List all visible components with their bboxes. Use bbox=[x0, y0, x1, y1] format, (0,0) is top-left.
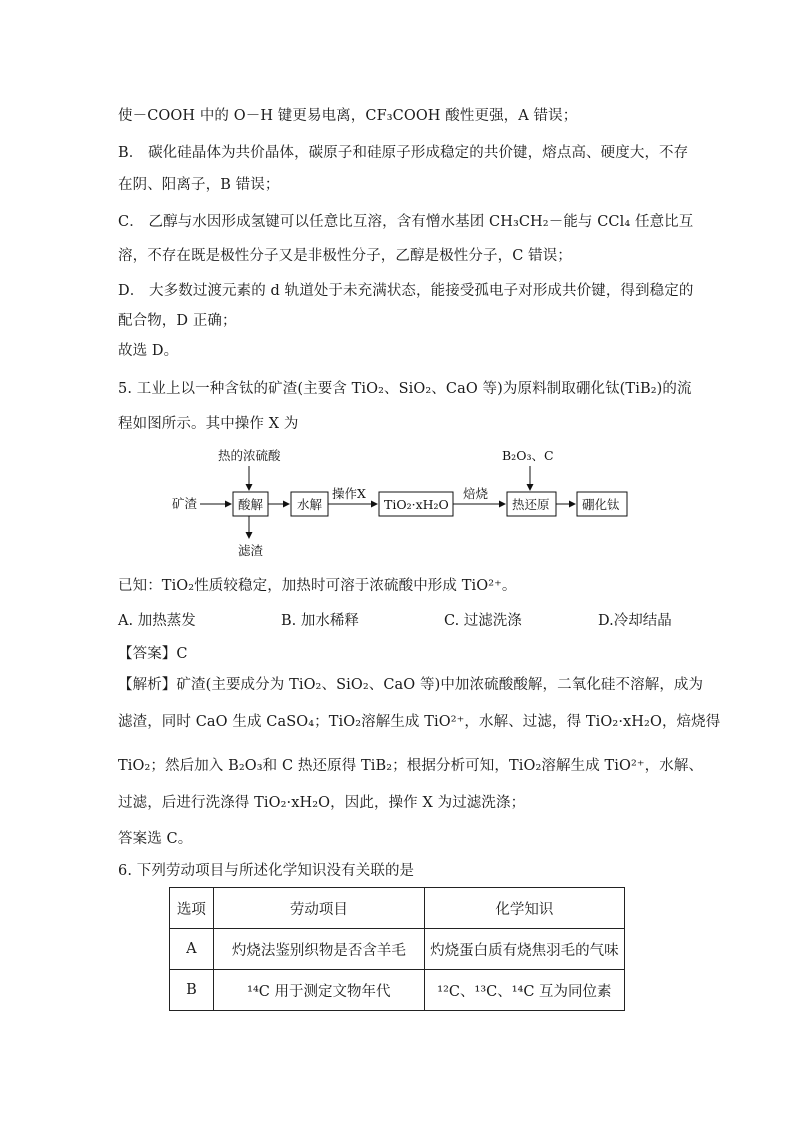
text-line: B． 碳化硅晶体为共价晶体，碳原子和硅原子形成稳定的共价键，熔点高、硬度大，不存 bbox=[118, 145, 689, 161]
text-line: 溶，不存在既是极性分子又是非极性分子，乙醇是极性分子，C 错误； bbox=[118, 248, 572, 264]
table-cell: ¹⁴C 用于测定文物年代 bbox=[213, 970, 424, 1011]
answer-label: 【答案】C bbox=[118, 646, 188, 662]
given-info: 已知：TiO₂性质较稳定，加热时可溶于浓硫酸中形成 TiO²⁺。 bbox=[118, 578, 517, 594]
table-cell: A bbox=[170, 929, 214, 970]
text-line: 故选 D。 bbox=[118, 343, 179, 359]
table-cell: B bbox=[170, 970, 214, 1011]
analysis-text: 滤渣，同时 CaO 生成 CaSO₄；TiO₂溶解生成 TiO²⁺，水解、过滤，得 TiO₂·xH₂O，焙烧得 bbox=[118, 714, 721, 730]
flow-label-ore: 矿渣 bbox=[172, 496, 198, 511]
flow-label-calcine: 焙烧 bbox=[463, 486, 489, 501]
text-line: 在阴、阳离子，B 错误； bbox=[118, 177, 280, 193]
table-cell: 灼烧蛋白质有烧焦羽毛的气味 bbox=[424, 929, 624, 970]
flow-box-label: 酸解 bbox=[238, 497, 264, 512]
question-6-text: 6. 下列劳动项目与所述化学知识没有关联的是 bbox=[118, 863, 415, 879]
text-line: 配合物，D 正确； bbox=[118, 313, 237, 329]
option-c: C. 过滤洗涤 bbox=[444, 613, 522, 629]
table-header: 劳动项目 bbox=[213, 888, 424, 929]
table-row bbox=[170, 929, 625, 970]
flow-box-label: 硼化钛 bbox=[582, 497, 620, 512]
option-d: D.冷却结晶 bbox=[598, 613, 672, 629]
analysis-text: 过滤，后进行洗涤得 TiO₂·xH₂O，因此，操作 X 为过滤洗涤； bbox=[118, 795, 526, 811]
flow-label-residue: 滤渣 bbox=[238, 543, 264, 558]
flow-box-label: 热还原 bbox=[512, 497, 550, 512]
flow-label-hot-acid: 热的浓硫酸 bbox=[218, 448, 281, 463]
question-5-text: 5. 工业上以一种含钛的矿渣(主要含 TiO₂、SiO₂、CaO 等)为原料制取硼化钛(TiB₂)的流 bbox=[118, 381, 692, 397]
flow-box-label: TiO₂·xH₂O bbox=[384, 497, 449, 512]
table-row bbox=[170, 970, 625, 1011]
question-5-text: 程如图所示。其中操作 X 为 bbox=[118, 416, 299, 432]
table-header: 选项 bbox=[170, 888, 214, 929]
flow-label-op-x: 操作X bbox=[332, 486, 366, 501]
labor-knowledge-table bbox=[169, 887, 625, 1011]
analysis-text: 【解析】矿渣(主要成分为 TiO₂、SiO₂、CaO 等)中加浓硫酸酸解，二氧化硅不溶解，成为 bbox=[118, 677, 704, 693]
analysis-text: 答案选 C。 bbox=[118, 831, 193, 847]
text-line: C． 乙醇与水因形成氢键可以任意比互溶，含有憎水基团 CH₃CH₂－能与 CCl₄ 任意比互 bbox=[118, 214, 694, 230]
flow-box-label: 水解 bbox=[297, 497, 323, 512]
option-a: A. 加热蒸发 bbox=[118, 613, 196, 629]
text-line: 使－COOH 中的 O－H 键更易电离，CF₃COOH 酸性更强，A 错误； bbox=[118, 108, 578, 124]
process-flow-diagram bbox=[160, 442, 640, 562]
table-header-row bbox=[170, 888, 625, 929]
flow-label-reagents: B₂O₃、C bbox=[502, 448, 554, 463]
answer-options bbox=[118, 611, 678, 631]
option-b: B. 加水稀释 bbox=[281, 613, 359, 629]
table-header: 化学知识 bbox=[424, 888, 624, 929]
text-line: D． 大多数过渡元素的 d 轨道处于未充满状态，能接受孤电子对形成共价键，得到稳定的 bbox=[118, 283, 694, 299]
table-cell: 灼烧法鉴别织物是否含羊毛 bbox=[213, 929, 424, 970]
table-cell: ¹²C、¹³C、¹⁴C 互为同位素 bbox=[424, 970, 624, 1011]
analysis-text: TiO₂；然后加入 B₂O₃和 C 热还原得 TiB₂；根据分析可知，TiO₂溶解生成 TiO²⁺，水解、 bbox=[118, 758, 704, 774]
